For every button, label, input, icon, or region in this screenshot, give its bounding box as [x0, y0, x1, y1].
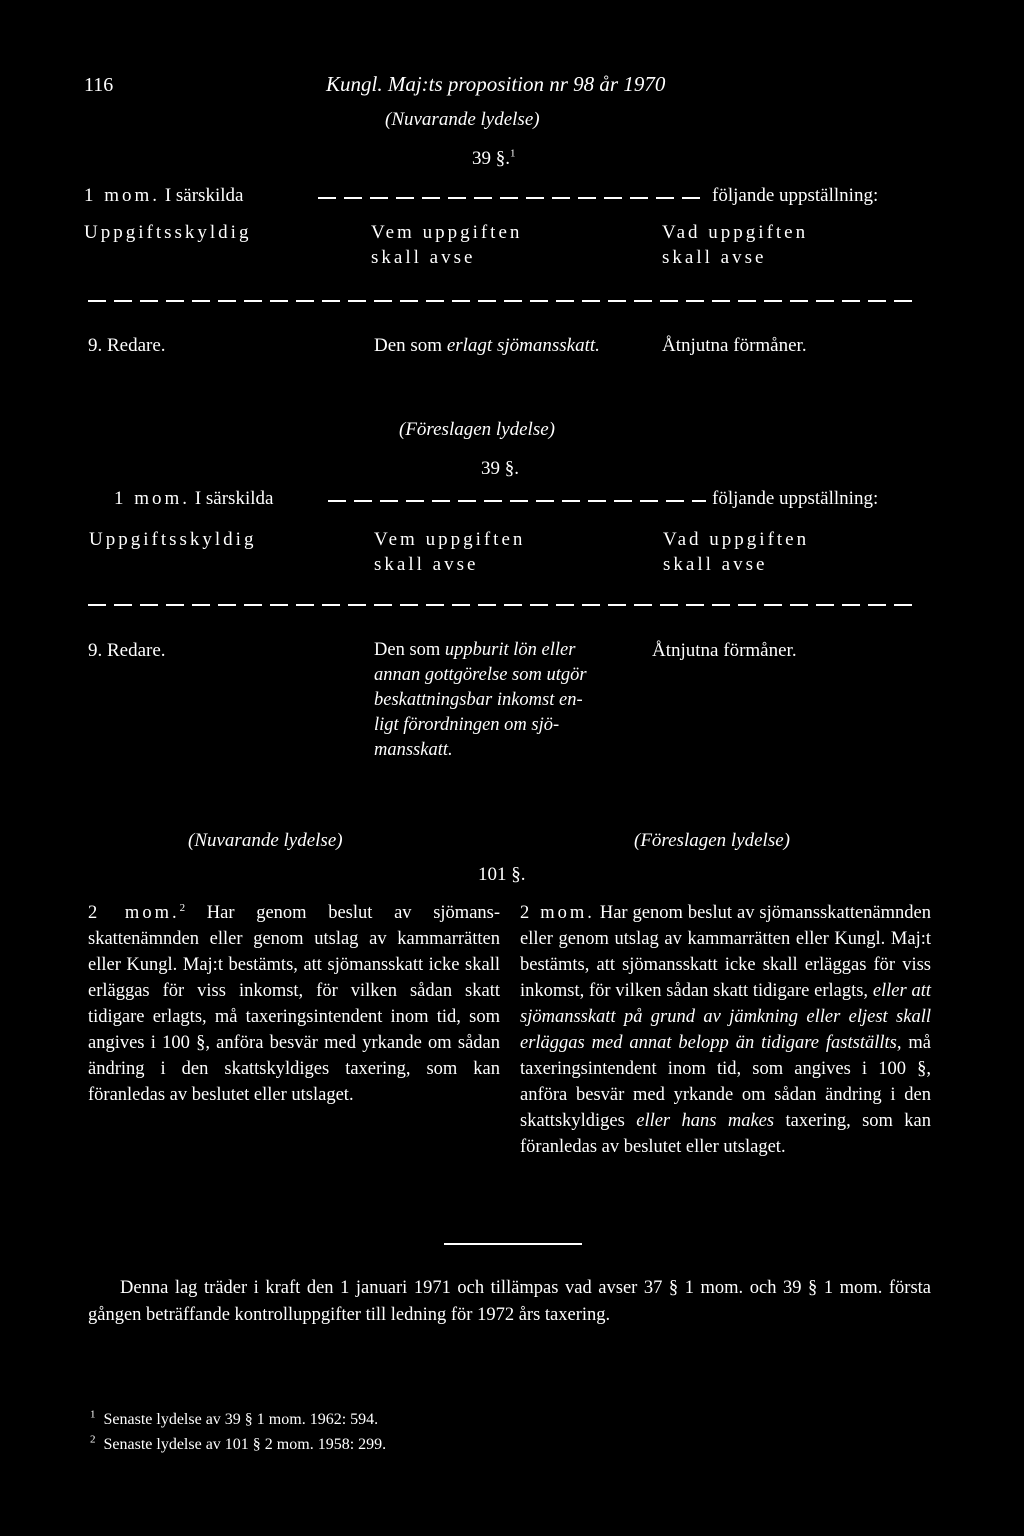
current-col-header-2a: Vem uppgiften [371, 222, 523, 243]
proposed-row-number: 9. Redare. [88, 640, 166, 661]
proposed-row-who: Den som uppburit lön eller annan gottgörelse som utgör beskattningsbar inkomst en- ligt förordningen om sjö- mansskatt. [374, 640, 587, 760]
proposed-section-title: 39 §. [481, 458, 519, 479]
current-col-header-3a: Vad uppgiften [662, 222, 809, 243]
closing-paragraph: Denna lag träder i kraft den 1 januari 1971 och tillämpas vad avser 37 § 1 mom. och 39 § 1 mom. första gången beträffande kontrolluppgifter till ledning för 1972 års taxering. [88, 1278, 931, 1325]
current-mom-tail: följande uppställning: [712, 185, 879, 206]
proposed-heading: (Föreslagen lydelse) [399, 419, 555, 440]
proposed-col-header-3b: skall avse [663, 554, 768, 575]
section101-title: 101 §. [478, 864, 526, 885]
current-col-header-3b: skall avse [662, 247, 767, 268]
current-row-number: 9. Redare. [88, 335, 166, 356]
proposed-col-header-1: Uppgiftsskyldig [89, 529, 257, 550]
proposed-mom-tail: följande uppställning: [712, 488, 879, 509]
section101-current-text: 2 mom.$^2$ Har genom beslut av sjömansskattenämnden eller genom utslag av kammarrätten eller Kungl. Maj:t bestämts, att sjömansskatt icke skall erläggas för viss inkomst, för vilken sådan skatt tidigare erlagts, må taxeringsintendent inom tid, som angives i 100 §, anföra besvär med yrkande om sådan ändring i den skattskyldiges taxering, som kan föranledas av beslutet eller utslaget. [88, 901, 501, 1105]
footnote-1: $^1$ Senaste lydelse av 39 § 1 mom. 1962: 594. [90, 1408, 379, 1428]
proposed-mom-intro: 1 mom. I särskilda [114, 488, 274, 509]
current-col-header-2b: skall avse [371, 247, 476, 268]
running-title: Kungl. Maj:ts proposition nr 98 år 1970 [326, 72, 666, 96]
section101-right-heading: (Föreslagen lydelse) [634, 830, 790, 851]
footnote-ref-1: 1 [510, 147, 516, 160]
section101-left-heading: (Nuvarande lydelse) [188, 830, 343, 851]
section-divider [444, 1243, 582, 1245]
section101-proposed-text: 2 mom. Har genom beslut av sjömansskattenämnden eller genom utslag av kammarrätten eller Kungl. Maj:t bestämts, att sjömansskatt icke skall erläggas för viss inkomst, för vilken sådan skatt tidigare erlagts, eller att sjömansskatt på grund av jämkning eller eljest skall erläggas med annat belopp än tidigare fastställts, må taxeringsintendent inom tid, som angives i 100 §, anföra besvär med yrkande om sådan ändring i den skattskyldiges eller hans makes taxering, som kan föranledas av beslutet eller utslaget. [520, 903, 932, 1157]
proposed-omission-dash [328, 500, 706, 502]
current-heading: (Nuvarande lydelse) [385, 109, 540, 130]
current-table-dash [88, 300, 920, 302]
proposed-col-header-2a: Vem uppgiften [374, 529, 526, 550]
footnote-ref-2: 2 [179, 901, 186, 914]
proposed-col-header-2b: skall avse [374, 554, 479, 575]
page-number: 116 [84, 74, 114, 96]
current-col-header-1: Uppgiftsskyldig [84, 222, 252, 243]
proposed-col-header-3a: Vad uppgiften [663, 529, 810, 550]
current-row-what: Åtnjutna förmåner. [662, 335, 807, 356]
proposed-table-dash [88, 604, 920, 606]
proposed-row-what: Åtnjutna förmåner. [652, 640, 797, 661]
current-omission-dash [318, 197, 704, 199]
current-mom-intro: 1 mom. I särskilda [84, 185, 244, 206]
current-section-title: 39 §.$^1$ [472, 147, 516, 169]
current-row-who: Den som erlagt sjömansskatt. [374, 335, 600, 356]
footnote-2: $^2$ Senaste lydelse av 101 § 2 mom. 1958: 299. [90, 1433, 387, 1453]
